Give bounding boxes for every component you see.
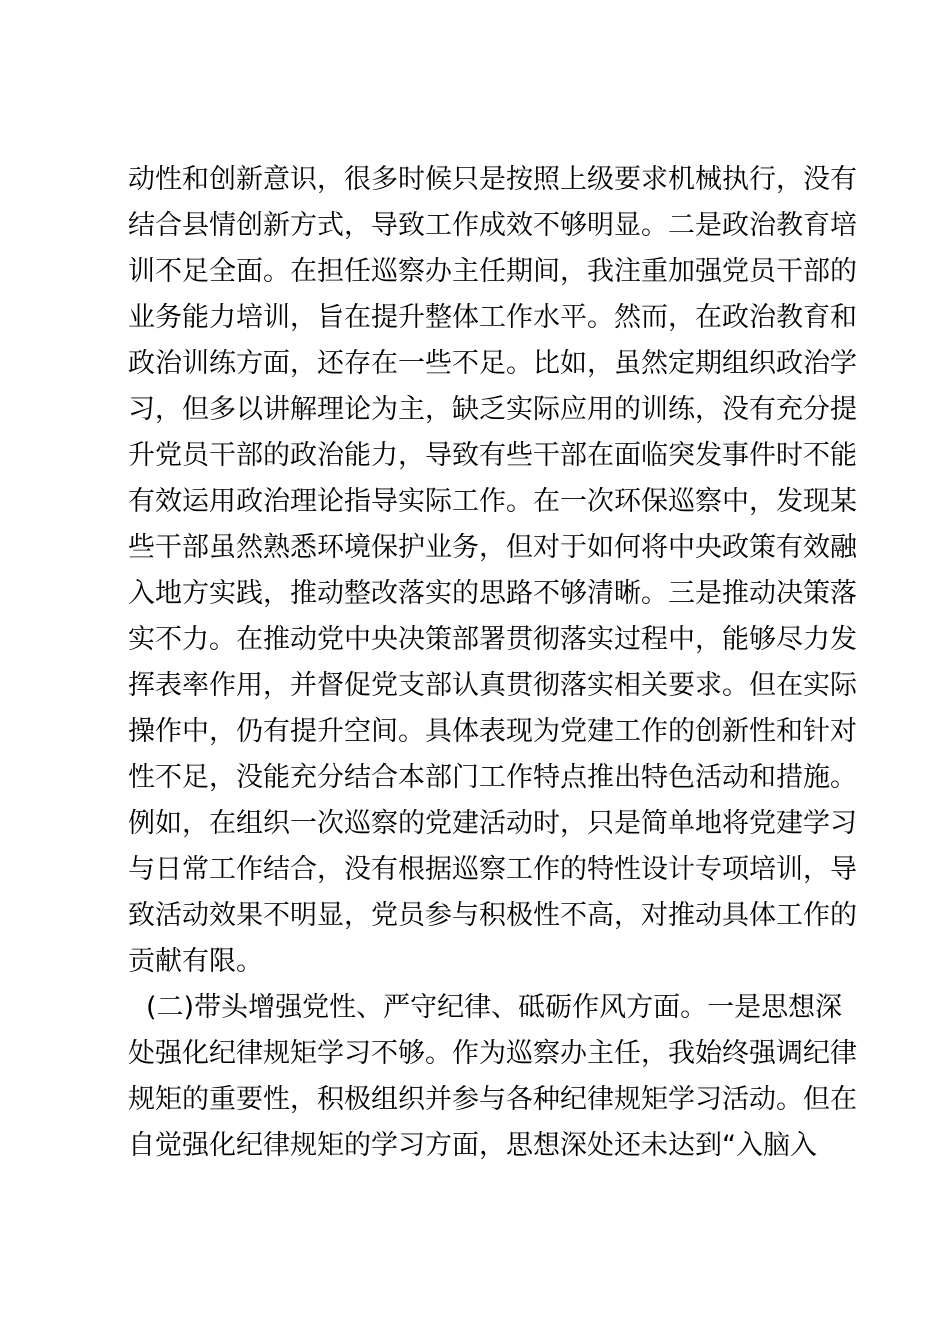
text-line: 政治训练方面，还存在一些不足。比如，虽然定期组织政治学 <box>128 348 857 379</box>
text-line: 实不力。在推动党中央决策部署贯彻落实过程中，能够尽力发 <box>128 624 857 655</box>
text-line: 自觉强化纪律规矩的学习方面，思想深处还未达到“入脑入 <box>128 1130 817 1161</box>
body-text <box>128 157 857 1169</box>
section-heading-line: (二)带头增强党性、严守纪律、砥砺作风方面。一是思想深 <box>146 992 843 1023</box>
text-line: 与日常工作结合，没有根据巡察工作的特性设计专项培训，导 <box>128 854 857 885</box>
text-line: 规矩的重要性，积极组织并参与各种纪律规矩学习活动。但在 <box>128 1084 857 1115</box>
text-line: 些干部虽然熟悉环境保护业务，但对于如何将中央政策有效融 <box>128 532 857 563</box>
text-line: 贡献有限。 <box>128 946 263 977</box>
text-line: 致活动效果不明显，党员参与积极性不高，对推动具体工作的 <box>128 900 857 931</box>
text-line: 处强化纪律规矩学习不够。作为巡察办主任，我始终强调纪律 <box>128 1038 857 1069</box>
text-line: 入地方实践，推动整改落实的思路不够清晰。三是推动决策落 <box>128 578 857 609</box>
text-line: 例如，在组织一次巡察的党建活动时，只是简单地将党建学习 <box>128 808 857 839</box>
text-line: 挥表率作用，并督促党支部认真贯彻落实相关要求。但在实际 <box>128 670 857 701</box>
text-line: 习，但多以讲解理论为主，缺乏实际应用的训练，没有充分提 <box>128 394 857 425</box>
text-line: 训不足全面。在担任巡察办主任期间，我注重加强党员干部的 <box>128 256 857 287</box>
text-line: 有效运用政治理论指导实际工作。在一次环保巡察中，发现某 <box>128 486 857 517</box>
text-line: 结合县情创新方式，导致工作成效不够明显。二是政治教育培 <box>128 210 857 241</box>
text-line: 操作中，仍有提升空间。具体表现为党建工作的创新性和针对 <box>128 716 857 747</box>
text-line: 性不足，没能充分结合本部门工作特点推出特色活动和措施。 <box>128 762 857 793</box>
text-line: 动性和创新意识，很多时候只是按照上级要求机械执行，没有 <box>128 164 857 195</box>
text-line: 升党员干部的政治能力，导致有些干部在面临突发事件时不能 <box>128 440 857 471</box>
text-line: 业务能力培训，旨在提升整体工作水平。然而，在政治教育和 <box>128 302 857 333</box>
